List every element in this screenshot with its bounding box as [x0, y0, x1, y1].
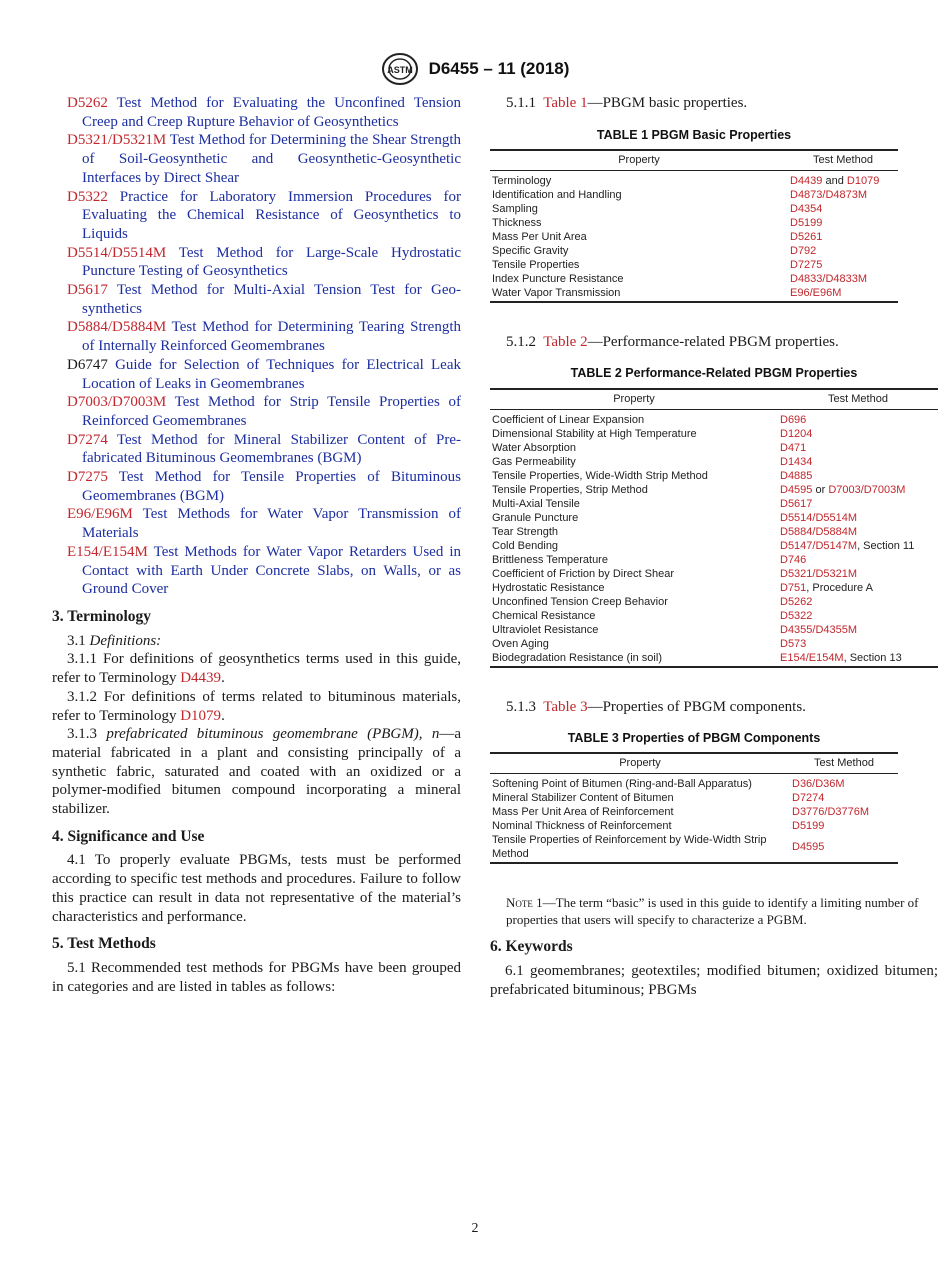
reference-code-link[interactable]: D5514/D5514M: [67, 244, 167, 261]
reference-title-link[interactable]: Test Method for Determining Tearing Strength of Internally Reinforced Geomembranes: [82, 319, 461, 355]
table-row: [490, 230, 898, 244]
test-method-cell: [778, 409, 938, 427]
test-method-link[interactable]: D746: [780, 553, 807, 566]
test-method-cell: [778, 469, 938, 483]
table-2-link[interactable]: Table 2: [543, 334, 588, 351]
property-cell: Ultraviolet Resistance: [492, 623, 599, 636]
astm-logo-icon: [381, 52, 419, 86]
link-d4439[interactable]: D4439: [180, 670, 222, 687]
reference-code-link[interactable]: D7003/D7003M: [67, 394, 167, 411]
table-row: [490, 637, 938, 651]
property-cell: Tensile Properties of Reinforcement by Wide-Width Strip Method: [490, 833, 790, 863]
property-cell: Terminology: [492, 175, 552, 188]
reference-title-link[interactable]: Test Method for Strip Tensile Properties of Reinforced Geomembranes: [82, 394, 461, 429]
reference-code-link[interactable]: E154/E154M: [67, 543, 148, 560]
test-method-cell: [788, 272, 898, 286]
table-row: [490, 441, 938, 455]
paragraph-5-1-1: 5.1.1 Table 1—PBGM basic properties.: [506, 95, 748, 111]
test-method-cell: [778, 483, 938, 497]
test-method-link[interactable]: D1204: [780, 427, 813, 440]
property-cell: Multi-Axial Tensile: [492, 497, 580, 510]
table-row: [490, 595, 938, 609]
test-method-cell: [778, 637, 938, 651]
test-method-cell: [790, 791, 898, 805]
page-header: [0, 52, 950, 86]
property-cell: Index Puncture Resistance: [492, 273, 624, 286]
test-method-cell: [788, 202, 898, 216]
property-cell: Mass Per Unit Area of Reinforcement: [492, 806, 674, 819]
test-method-cell: [788, 258, 898, 272]
test-method-cell: [778, 553, 938, 567]
paragraph-3-1: 3.1 Definitions:: [67, 632, 162, 649]
table-row: [490, 819, 898, 833]
reference-code-link[interactable]: D5321/D5321M: [67, 132, 167, 149]
table-1-header-property: Property: [490, 150, 788, 171]
table-row: [490, 791, 898, 805]
property-cell: Coefficient of Linear Expansion: [492, 413, 645, 426]
test-method-cell: [790, 833, 898, 863]
table-row: [490, 623, 938, 637]
test-method-link[interactable]: D1434: [780, 455, 813, 468]
reference-title-link[interactable]: Test Method for Tensile Properties of Bituminous Geomembranes (BGM): [82, 469, 461, 504]
property-cell: Coefficient of Friction by Direct Shear: [492, 567, 674, 580]
paragraph-3-1-1: 3.1.1 For definitions of geosynthetics terms used in this guide, refer to Terminology D4439.: [52, 651, 461, 687]
note-1: Note 1—The term “basic” is used in this guide to identify a limiting number of properties that users will specify to characterize a PGBM.: [506, 895, 919, 928]
test-method-link[interactable]: E96/E96M: [790, 287, 842, 300]
test-method-link[interactable]: D5199: [790, 217, 823, 230]
test-method-cell: [788, 286, 898, 302]
test-method-cell: [778, 455, 938, 469]
test-method-link[interactable]: D751: [780, 581, 807, 594]
table-row: [490, 171, 898, 189]
table-row: [490, 216, 898, 230]
property-cell: Tear Strength: [492, 525, 559, 538]
reference-code-link[interactable]: D5884/D5884M: [67, 319, 167, 336]
paragraph-5-1-2: 5.1.2 Table 2—Performance-related PBGM properties.: [506, 334, 839, 351]
table-row: [490, 427, 938, 441]
paragraph-6-1: 6.1 geomembranes; geotextiles; modified bitumen; oxidized bitumen; prefabricated bituminous; PBGMs: [490, 962, 938, 998]
table-row: [490, 469, 938, 483]
test-method-link[interactable]: D5617: [780, 497, 813, 510]
reference-title-link[interactable]: Test Method for Large-Scale Hydrostatic Puncture Testing of Geosynthetics: [82, 244, 461, 280]
table-1-caption: TABLE 1 PBGM Basic Properties: [596, 127, 792, 142]
test-method-cell: [778, 623, 938, 637]
table-row: [490, 244, 898, 258]
table-row: [490, 286, 898, 302]
test-method-cell: [778, 441, 938, 455]
reference-item: [52, 468, 461, 505]
property-cell: Unconfined Tension Creep Behavior: [492, 595, 668, 608]
test-method-link[interactable]: D5884/D5884M: [780, 525, 858, 538]
paragraph-5-1-3: 5.1.3 Table 3—Properties of PBGM components.: [506, 698, 806, 715]
test-method-link[interactable]: D3776/D3776M: [792, 806, 870, 819]
property-cell: Mass Per Unit Area: [492, 231, 587, 244]
table-2-caption: TABLE 2 Performance-Related PBGM Properties: [570, 366, 858, 381]
reference-code-link: D6747: [67, 356, 108, 373]
test-method-link[interactable]: D7275: [790, 259, 823, 272]
test-method-cell: [788, 216, 898, 230]
reference-item: [52, 188, 461, 244]
section-5-heading: 5. Test Methods: [52, 935, 156, 953]
test-method-link[interactable]: D696: [780, 413, 807, 426]
method-note: , Procedure A: [806, 581, 873, 594]
section-4-heading: 4. Significance and Use: [52, 827, 205, 845]
property-cell: Mineral Stabilizer Content of Bitumen: [492, 792, 674, 805]
table-row: [490, 539, 938, 553]
test-method-cell: [788, 188, 898, 202]
property-cell: Specific Gravity: [492, 245, 569, 258]
test-method-link[interactable]: D5261: [790, 231, 823, 244]
property-cell: Chemical Resistance: [492, 609, 596, 622]
table-row: [490, 553, 938, 567]
reference-title-link[interactable]: Test Method for Evaluating the Unconfined Tension Creep and Creep Rupture Behavior of Geosynthetics: [82, 95, 461, 130]
paragraph-5-1: 5.1 Recommended test methods for PBGMs have been grouped in categories and are listed in tables as follows:: [52, 959, 461, 995]
table-row: [490, 497, 938, 511]
table-row: [490, 188, 898, 202]
reference-title-link[interactable]: Test Methods for Water Vapor Transmission of Materials: [82, 506, 461, 542]
test-method-cell: [778, 511, 938, 525]
reference-item: [52, 244, 461, 281]
property-cell: Biodegradation Resistance (in soil): [490, 651, 778, 667]
table-2-header-property: Property: [490, 389, 778, 410]
link-d1079[interactable]: D1079: [180, 707, 222, 724]
method-separator: and: [822, 175, 847, 188]
test-method-link[interactable]: D4873/D4873M: [790, 189, 868, 202]
svg-text:ASTM: ASTM: [386, 65, 413, 75]
reference-item: [52, 318, 461, 355]
test-method-link[interactable]: D5322: [780, 609, 813, 622]
reference-item: [52, 281, 461, 318]
property-cell: Oven Aging: [492, 637, 549, 650]
paragraph-3-1-2: 3.1.2 For definitions of terms related to bituminous materials, refer to Terminology D1079.: [52, 688, 461, 724]
property-cell: Tensile Properties, Strip Method: [492, 483, 648, 496]
test-method-link[interactable]: D4354: [790, 203, 823, 216]
reference-title-link[interactable]: Test Method for Determining the Shear Strength of Soil-Geosynthetic and Geosynthetic-Geosynthetic Interfaces by Direct Shear: [82, 132, 461, 186]
test-method-link[interactable]: D7274: [792, 792, 825, 805]
property-cell: Water Absorption: [492, 441, 576, 454]
test-method-link[interactable]: D4833/D4833M: [790, 273, 868, 286]
section-6-heading: 6. Keywords: [490, 938, 573, 956]
test-method-link[interactable]: D4885: [780, 469, 813, 482]
test-method-link[interactable]: D5262: [780, 595, 813, 608]
table-3-header-method: Test Method: [790, 753, 898, 774]
property-cell: Nominal Thickness of Reinforcement: [492, 820, 672, 833]
reference-title-link[interactable]: Test Method for Mineral Stabilizer Content of Pre-fabricated Bituminous Geomembranes (BGM): [82, 431, 461, 467]
test-method-link[interactable]: D471: [780, 441, 807, 454]
reference-item: [52, 393, 461, 430]
property-cell: Gas Permeability: [492, 455, 576, 468]
test-method-link[interactable]: D5321/D5321M: [780, 567, 858, 580]
test-method-cell: [778, 539, 938, 553]
reference-title-link[interactable]: Test Method for Multi-Axial Tension Test for Geo-synthetics: [82, 282, 461, 317]
test-method-cell: [778, 595, 938, 609]
table-3-header-property: Property: [490, 753, 790, 774]
table-row: [490, 202, 898, 216]
table-row: [490, 833, 898, 863]
table-1-header-method: Test Method: [788, 150, 898, 171]
method-note: , Section 11: [857, 539, 915, 552]
test-method-link[interactable]: D5514/D5514M: [780, 511, 858, 524]
test-method-cell: [778, 581, 938, 595]
reference-code-link[interactable]: D5617: [67, 282, 108, 299]
reference-code-link[interactable]: D7275: [67, 469, 108, 486]
test-method-link[interactable]: D5199: [792, 820, 825, 833]
property-cell: Tensile Properties: [492, 259, 580, 272]
test-method-link[interactable]: D7003/D7003M: [828, 483, 906, 496]
test-method-cell: [778, 609, 938, 623]
table-row: [490, 774, 898, 792]
test-method-link[interactable]: E154/E154M: [780, 651, 844, 664]
test-method-cell: [790, 774, 898, 792]
test-method-cell: [778, 427, 938, 441]
right-column: [490, 94, 938, 999]
reference-title-link[interactable]: Guide for Selection of Techniques for Electrical Leak Location of Leaks in Geomembranes: [82, 356, 461, 392]
test-method-cell: [778, 497, 938, 511]
test-method-link[interactable]: D36/D36M: [792, 778, 845, 791]
table-row: [490, 409, 938, 427]
property-cell: Softening Point of Bitumen (Ring-and-Ball Apparatus): [492, 778, 752, 791]
reference-code-link[interactable]: D5322: [67, 188, 108, 205]
table-row: [490, 272, 898, 286]
paragraph-4-1: 4.1 To properly evaluate PBGMs, tests must be performed according to specific test methods and procedures. Failure to follow this practice can result in data not representative of the material’s characteristics and performance.: [52, 852, 461, 925]
property-cell: Identification and Handling: [492, 189, 622, 202]
table-row: [490, 805, 898, 819]
table-row: [490, 581, 938, 595]
table-row: [490, 455, 938, 469]
table-3-caption: TABLE 3 Properties of PBGM Components: [567, 730, 821, 745]
property-cell: Brittleness Temperature: [492, 553, 608, 566]
method-note: , Section 13: [843, 651, 902, 664]
document-designation: D6455 – 11 (2018): [428, 59, 570, 78]
test-method-cell: [778, 651, 938, 667]
table-2: [490, 388, 938, 668]
test-method-link[interactable]: D4595: [792, 841, 825, 854]
reference-item: [52, 131, 461, 187]
section-3-heading: 3. Terminology: [52, 607, 152, 625]
test-method-link[interactable]: D4439: [790, 175, 823, 188]
property-cell: Water Vapor Transmission: [490, 286, 788, 302]
table-2-header-method: Test Method: [778, 389, 938, 410]
property-cell: Dimensional Stability at High Temperature: [492, 427, 697, 440]
test-method-link[interactable]: D1079: [846, 175, 880, 188]
table-row: [490, 525, 938, 539]
test-method-link[interactable]: D4355/D4355M: [780, 623, 858, 636]
reference-title-link[interactable]: Practice for Laboratory Immersion Procedures for Evaluating the Chemical Resistance of Geosynthetics to Liquids: [82, 188, 461, 242]
reference-code-link[interactable]: D5262: [67, 95, 108, 111]
table-row: [490, 567, 938, 581]
reference-code-link[interactable]: E96/E96M: [67, 506, 133, 523]
table-row: [490, 258, 898, 272]
paragraph-3-1-3: 3.1.3 prefabricated bituminous geomembrane (PBGM), n—a material fabricated in a plant and consisting principally of a synthetic fabric, saturated and coated with an oxidized or a polymer-modified bitumen compound incorporating a mineral stabilizer.: [52, 726, 462, 818]
referenced-documents-list: [52, 94, 461, 599]
test-method-cell: [790, 819, 898, 833]
page-number: 2: [471, 1221, 479, 1236]
reference-item: [52, 543, 461, 599]
table-1-link[interactable]: Table 1: [543, 95, 588, 111]
test-method-link[interactable]: D573: [780, 637, 807, 650]
table-3: [490, 752, 898, 864]
property-cell: Hydrostatic Resistance: [492, 581, 605, 594]
reference-item: [52, 505, 461, 542]
method-separator: or: [812, 483, 829, 496]
table-row: [490, 511, 938, 525]
property-cell: Cold Bending: [492, 539, 559, 552]
property-cell: Sampling: [492, 203, 538, 216]
test-method-cell: [790, 805, 898, 819]
left-column: [52, 94, 461, 996]
test-method-cell: [788, 171, 898, 189]
reference-item: [52, 356, 461, 393]
test-method-cell: [778, 567, 938, 581]
test-method-link[interactable]: D4595: [780, 483, 813, 496]
property-cell: Thickness: [492, 217, 542, 230]
test-method-cell: [778, 525, 938, 539]
property-cell: Granule Puncture: [492, 511, 579, 524]
reference-code-link[interactable]: D7274: [67, 431, 108, 448]
table-1: [490, 149, 898, 303]
test-method-link[interactable]: D792: [790, 245, 817, 258]
property-cell: Tensile Properties, Wide-Width Strip Method: [492, 469, 708, 482]
reference-item: [52, 431, 461, 468]
table-row: [490, 609, 938, 623]
table-row: [490, 483, 938, 497]
reference-item: [52, 94, 461, 131]
table-row: [490, 651, 938, 667]
test-method-cell: [788, 244, 898, 258]
test-method-cell: [788, 230, 898, 244]
test-method-link[interactable]: D5147/D5147M: [780, 539, 858, 552]
reference-title-link[interactable]: Test Methods for Water Vapor Retarders Used in Contact with Earth Under Concrete Slabs, on Walls, or as Ground Cover: [82, 543, 462, 598]
table-3-link[interactable]: Table 3: [543, 698, 588, 715]
